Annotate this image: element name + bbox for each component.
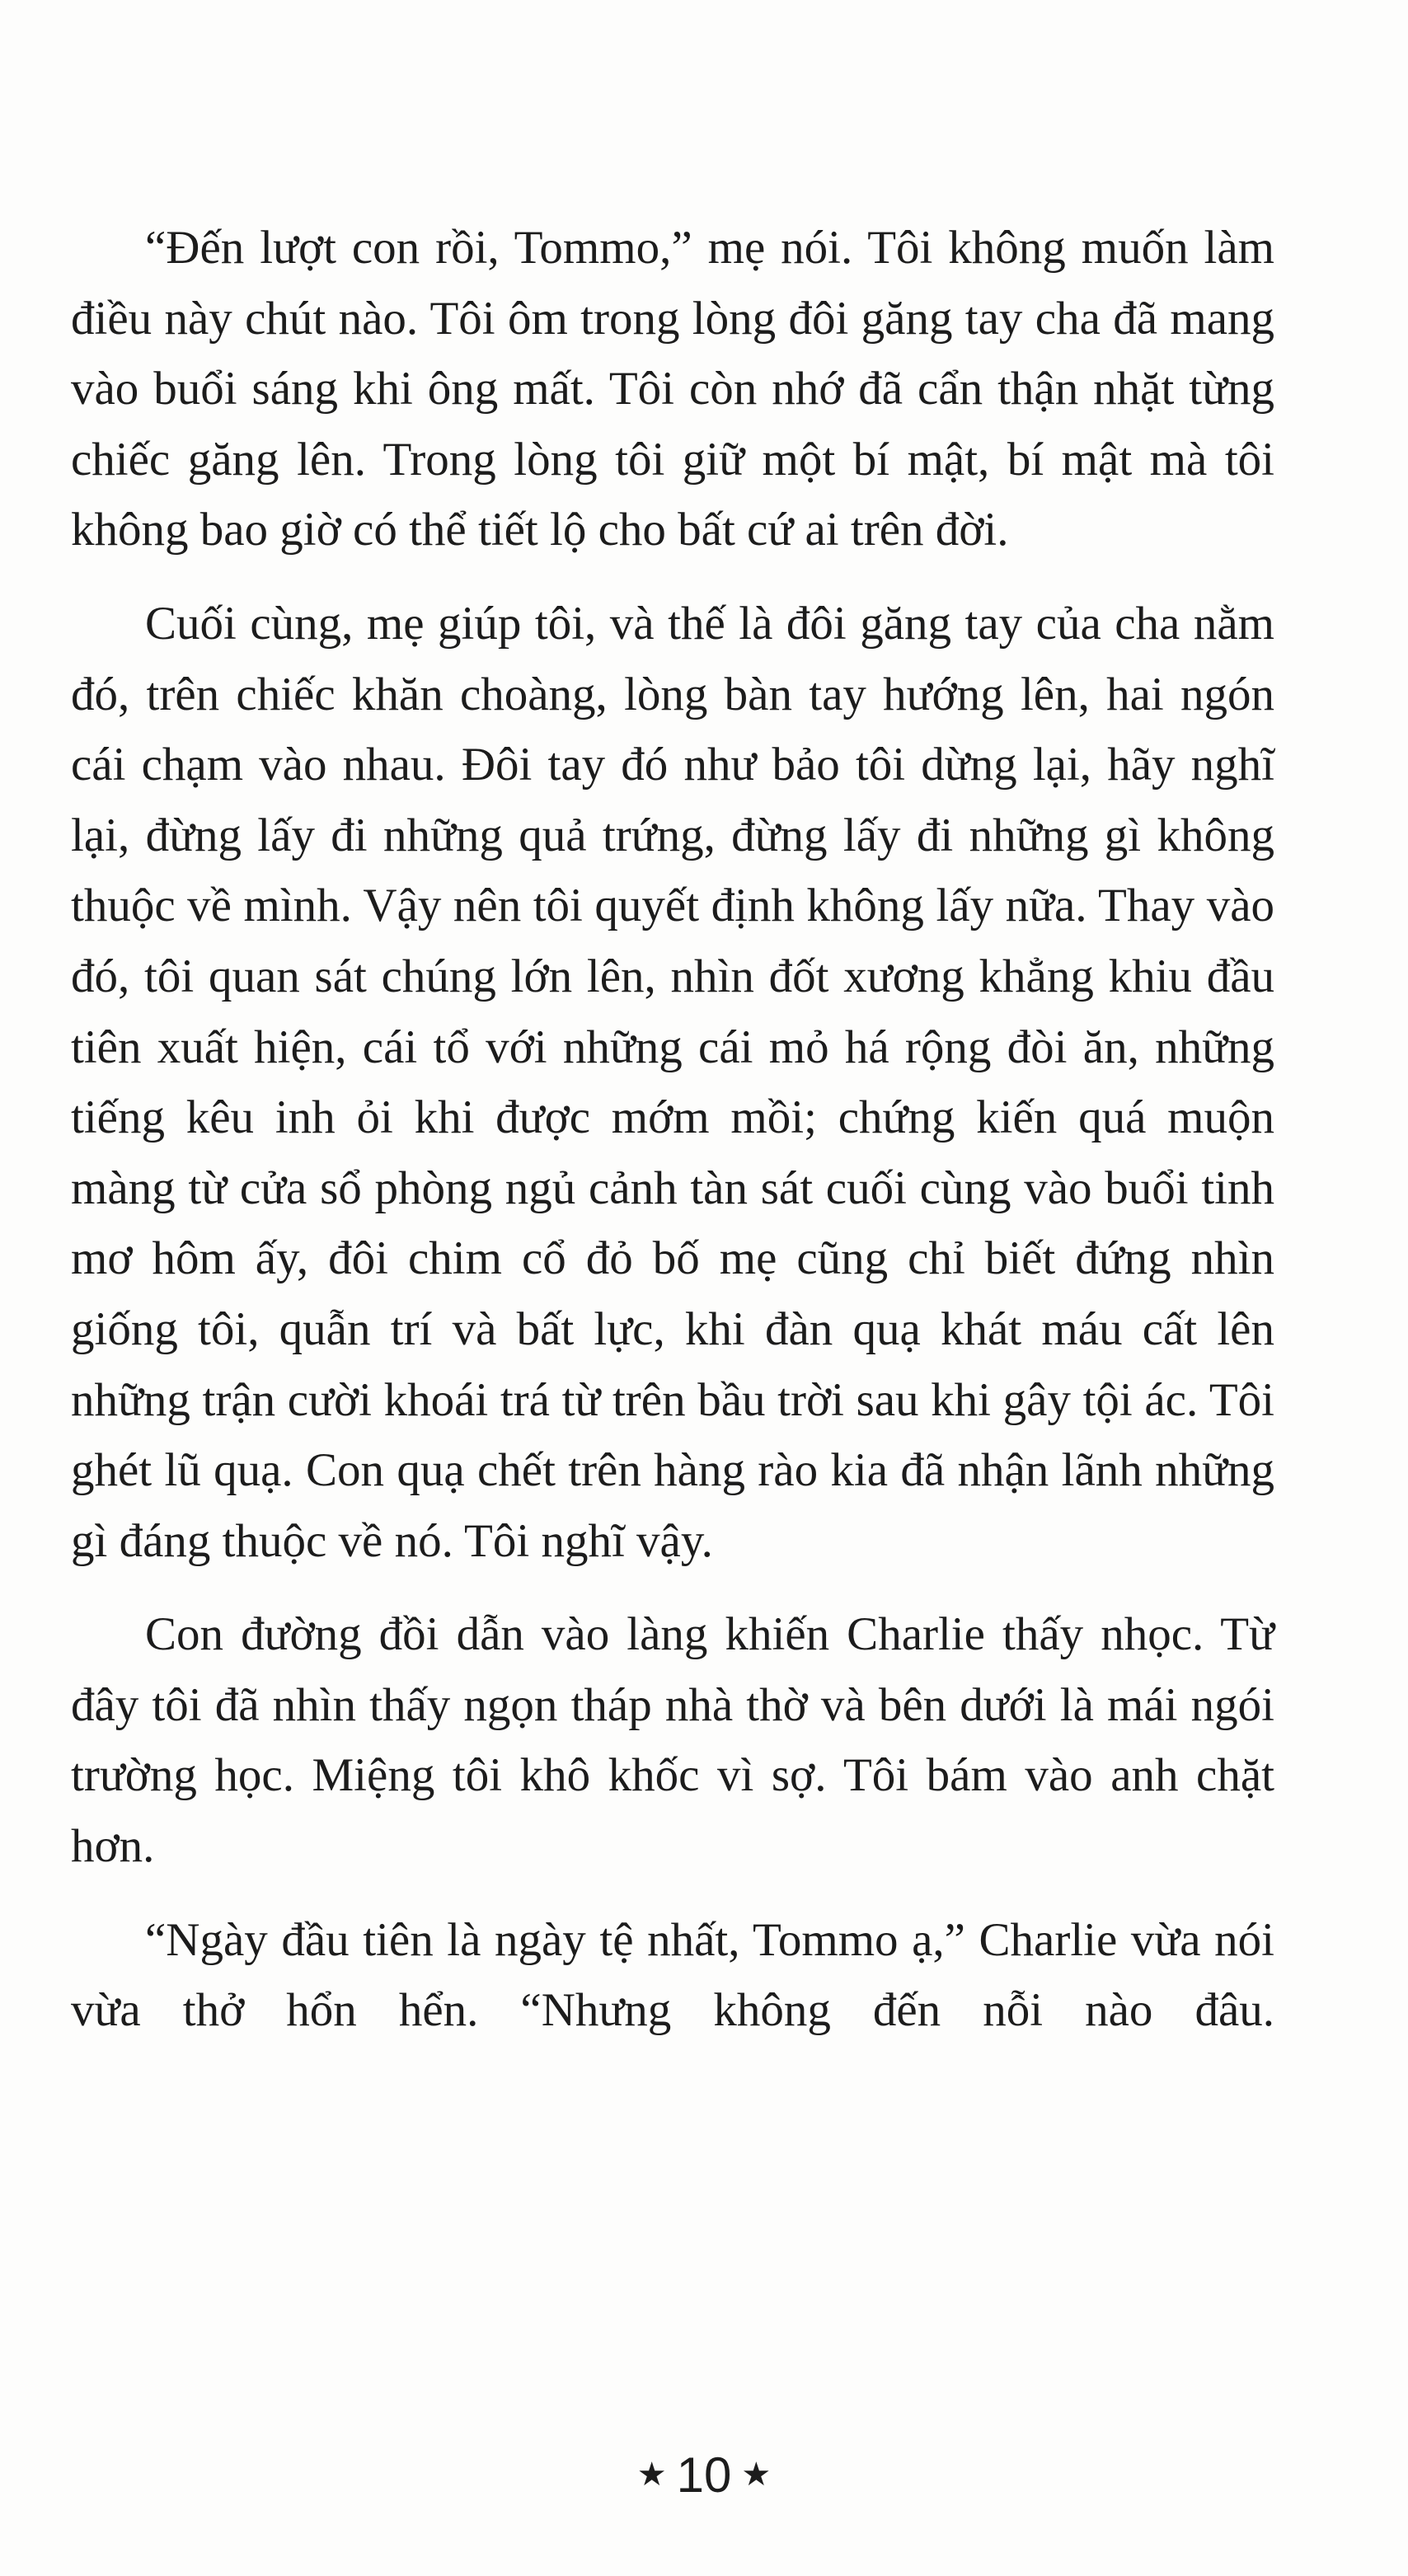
paragraph-1: “Đến lượt con rồi, Tommo,” mẹ nói. Tôi không muốn làm điều này chút nào. Tôi ôm trong lòng đôi găng tay cha đã mang vào buổi sáng khi ông mất. Tôi còn nhớ đã cẩn thận nhặt từng chiếc găng lên. Trong lòng tôi giữ một bí mật, bí mật mà tôi không bao giờ có thể tiết lộ cho bất cứ ai trên đời. (71, 222, 1274, 556)
page-number: 10 (676, 2447, 732, 2503)
body-text (71, 213, 1274, 2069)
star-icon-left: ★ (636, 2456, 667, 2493)
star-icon-right: ★ (741, 2456, 772, 2493)
paragraph-2: Cuối cùng, mẹ giúp tôi, và thế là đôi găng tay của cha nằm đó, trên chiếc khăn choàng, lòng bàn tay hướng lên, hai ngón cái chạm vào nhau. Đôi tay đó như bảo tôi dừng lại, hãy nghĩ lại, đừng lấy đi những quả trứng, đừng lấy đi những gì không thuộc về mình. Vậy nên tôi quyết định không lấy nữa. Thay vào đó, tôi quan sát chúng lớn lên, nhìn đốt xương khẳng khiu đầu tiên xuất hiện, cái tổ với những cái mỏ há rộng đòi ăn, những tiếng kêu inh ỏi khi được mớm mồi; chứng kiến quá muộn màng từ cửa sổ phòng ngủ cảnh tàn sát cuối cùng vào buổi tinh mơ hôm ấy, đôi chim cổ đỏ bố mẹ cũng chỉ biết đứng nhìn giống tôi, quẫn trí và bất lực, khi đàn quạ khát máu cất lên những trận cười khoái trá từ trên bầu trời sau khi gây tội ác. Tôi ghét lũ quạ. Con quạ chết trên hàng rào kia đã nhận lãnh những gì đáng thuộc về nó. Tôi nghĩ vậy. (71, 597, 1274, 1567)
page-footer (0, 2447, 1408, 2503)
paragraph-3: Con đường đồi dẫn vào làng khiến Charlie thấy nhọc. Từ đây tôi đã nhìn thấy ngọn tháp nhà thờ và bên dưới là mái ngói trường học. Miệng tôi khô khốc vì sợ. Tôi bám vào anh chặt hơn. (71, 1608, 1274, 1873)
paragraph-4: “Ngày đầu tiên là ngày tệ nhất, Tommo ạ,” Charlie vừa nói vừa thở hổn hển. “Nhưng không đến nỗi nào đâu. (71, 1913, 1274, 2037)
